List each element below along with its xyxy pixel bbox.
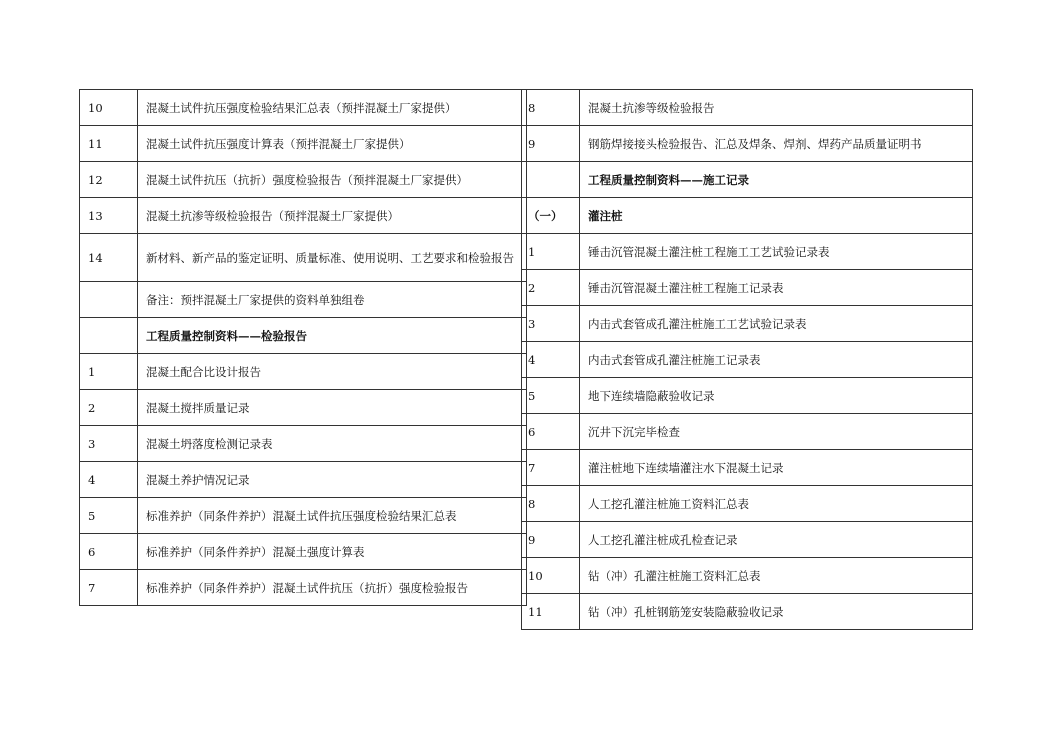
- table-row: [80, 162, 527, 198]
- row-number: [80, 318, 138, 354]
- subsection-title: 灌注桩: [580, 198, 973, 234]
- row-number: 6: [522, 414, 580, 450]
- row-title: 混凝土抗渗等级检验报告: [580, 90, 973, 126]
- row-title: 混凝土坍落度检测记录表: [138, 426, 527, 462]
- row-number: 1: [80, 354, 138, 390]
- table-row: [522, 414, 973, 450]
- row-number: 10: [522, 558, 580, 594]
- row-number: 1: [522, 234, 580, 270]
- table-row: [80, 570, 527, 606]
- row-title: 内击式套管成孔灌注桩施工工艺试验记录表: [580, 306, 973, 342]
- row-title: 混凝土试件抗压强度计算表（预拌混凝土厂家提供）: [138, 126, 527, 162]
- section-header-row: [522, 162, 973, 198]
- row-title: 混凝土搅拌质量记录: [138, 390, 527, 426]
- row-number: [80, 282, 138, 318]
- row-number: 9: [522, 126, 580, 162]
- row-number: 8: [522, 486, 580, 522]
- table-row: [522, 126, 973, 162]
- row-number: 11: [80, 126, 138, 162]
- row-number: 5: [80, 498, 138, 534]
- table-row: [522, 306, 973, 342]
- table-row: [80, 462, 527, 498]
- row-title: 标准养护（同条件养护）混凝土强度计算表: [138, 534, 527, 570]
- table-row: [522, 594, 973, 630]
- row-title: 钻（冲）孔灌注桩施工资料汇总表: [580, 558, 973, 594]
- table-row: [80, 426, 527, 462]
- table-row: [80, 234, 527, 282]
- section-header-row: [80, 318, 527, 354]
- row-number: 8: [522, 90, 580, 126]
- table-row: [80, 354, 527, 390]
- table-row: [80, 282, 527, 318]
- row-number: [522, 162, 580, 198]
- row-title: 锤击沉管混凝土灌注桩工程施工记录表: [580, 270, 973, 306]
- row-title: 混凝土试件抗压（抗折）强度检验报告（预拌混凝土厂家提供）: [138, 162, 527, 198]
- row-number: 3: [522, 306, 580, 342]
- row-title: 锤击沉管混凝土灌注桩工程施工工艺试验记录表: [580, 234, 973, 270]
- left-records-table: [79, 89, 527, 606]
- row-number: 13: [80, 198, 138, 234]
- row-number: 4: [80, 462, 138, 498]
- row-number: 7: [80, 570, 138, 606]
- row-number: 5: [522, 378, 580, 414]
- row-title: 内击式套管成孔灌注桩施工记录表: [580, 342, 973, 378]
- row-number: 7: [522, 450, 580, 486]
- row-title: 钻（冲）孔桩钢筋笼安装隐蔽验收记录: [580, 594, 973, 630]
- row-title: 混凝土养护情况记录: [138, 462, 527, 498]
- section-title: 工程质量控制资料——施工记录: [580, 162, 973, 198]
- row-number: 14: [80, 234, 138, 282]
- row-title: 混凝土试件抗压强度检验结果汇总表（预拌混凝土厂家提供）: [138, 90, 527, 126]
- row-title: 人工挖孔灌注桩成孔检查记录: [580, 522, 973, 558]
- table-row: [80, 126, 527, 162]
- row-title: 混凝土配合比设计报告: [138, 354, 527, 390]
- table-row: [522, 378, 973, 414]
- row-title: 地下连续墙隐蔽验收记录: [580, 378, 973, 414]
- table-row: [80, 90, 527, 126]
- row-title: 标准养护（同条件养护）混凝土试件抗压强度检验结果汇总表: [138, 498, 527, 534]
- row-title: 混凝土抗渗等级检验报告（预拌混凝土厂家提供）: [138, 198, 527, 234]
- row-number: 2: [80, 390, 138, 426]
- row-number: 10: [80, 90, 138, 126]
- table-row: [522, 522, 973, 558]
- row-title: 钢筋焊接接头检验报告、汇总及焊条、焊剂、焊药产品质量证明书: [580, 126, 973, 162]
- row-number: 12: [80, 162, 138, 198]
- row-number: 4: [522, 342, 580, 378]
- table-row: [80, 198, 527, 234]
- row-number: 6: [80, 534, 138, 570]
- row-number: 2: [522, 270, 580, 306]
- table-row: [522, 270, 973, 306]
- row-number: 3: [80, 426, 138, 462]
- right-records-table: [521, 89, 973, 630]
- section-title: 工程质量控制资料——检验报告: [138, 318, 527, 354]
- remark-text: 备注：预拌混凝土厂家提供的资料单独组卷: [138, 282, 527, 318]
- table-row: [522, 450, 973, 486]
- row-title: 标准养护（同条件养护）混凝土试件抗压（抗折）强度检验报告: [138, 570, 527, 606]
- subsection-header-row: [522, 198, 973, 234]
- table-row: [522, 486, 973, 522]
- row-number: 11: [522, 594, 580, 630]
- table-row: [80, 534, 527, 570]
- table-row: [522, 558, 973, 594]
- table-row: [522, 90, 973, 126]
- row-title: 新材料、新产品的鉴定证明、质量标准、使用说明、工艺要求和检验报告: [138, 234, 527, 282]
- row-title: 灌注桩地下连续墙灌注水下混凝土记录: [580, 450, 973, 486]
- row-title: 人工挖孔灌注桩施工资料汇总表: [580, 486, 973, 522]
- table-row: [522, 342, 973, 378]
- table-row: [80, 498, 527, 534]
- row-title: 沉井下沉完毕检查: [580, 414, 973, 450]
- table-row: [80, 390, 527, 426]
- table-row: [522, 234, 973, 270]
- subsection-number: （一）: [522, 198, 580, 234]
- row-number: 9: [522, 522, 580, 558]
